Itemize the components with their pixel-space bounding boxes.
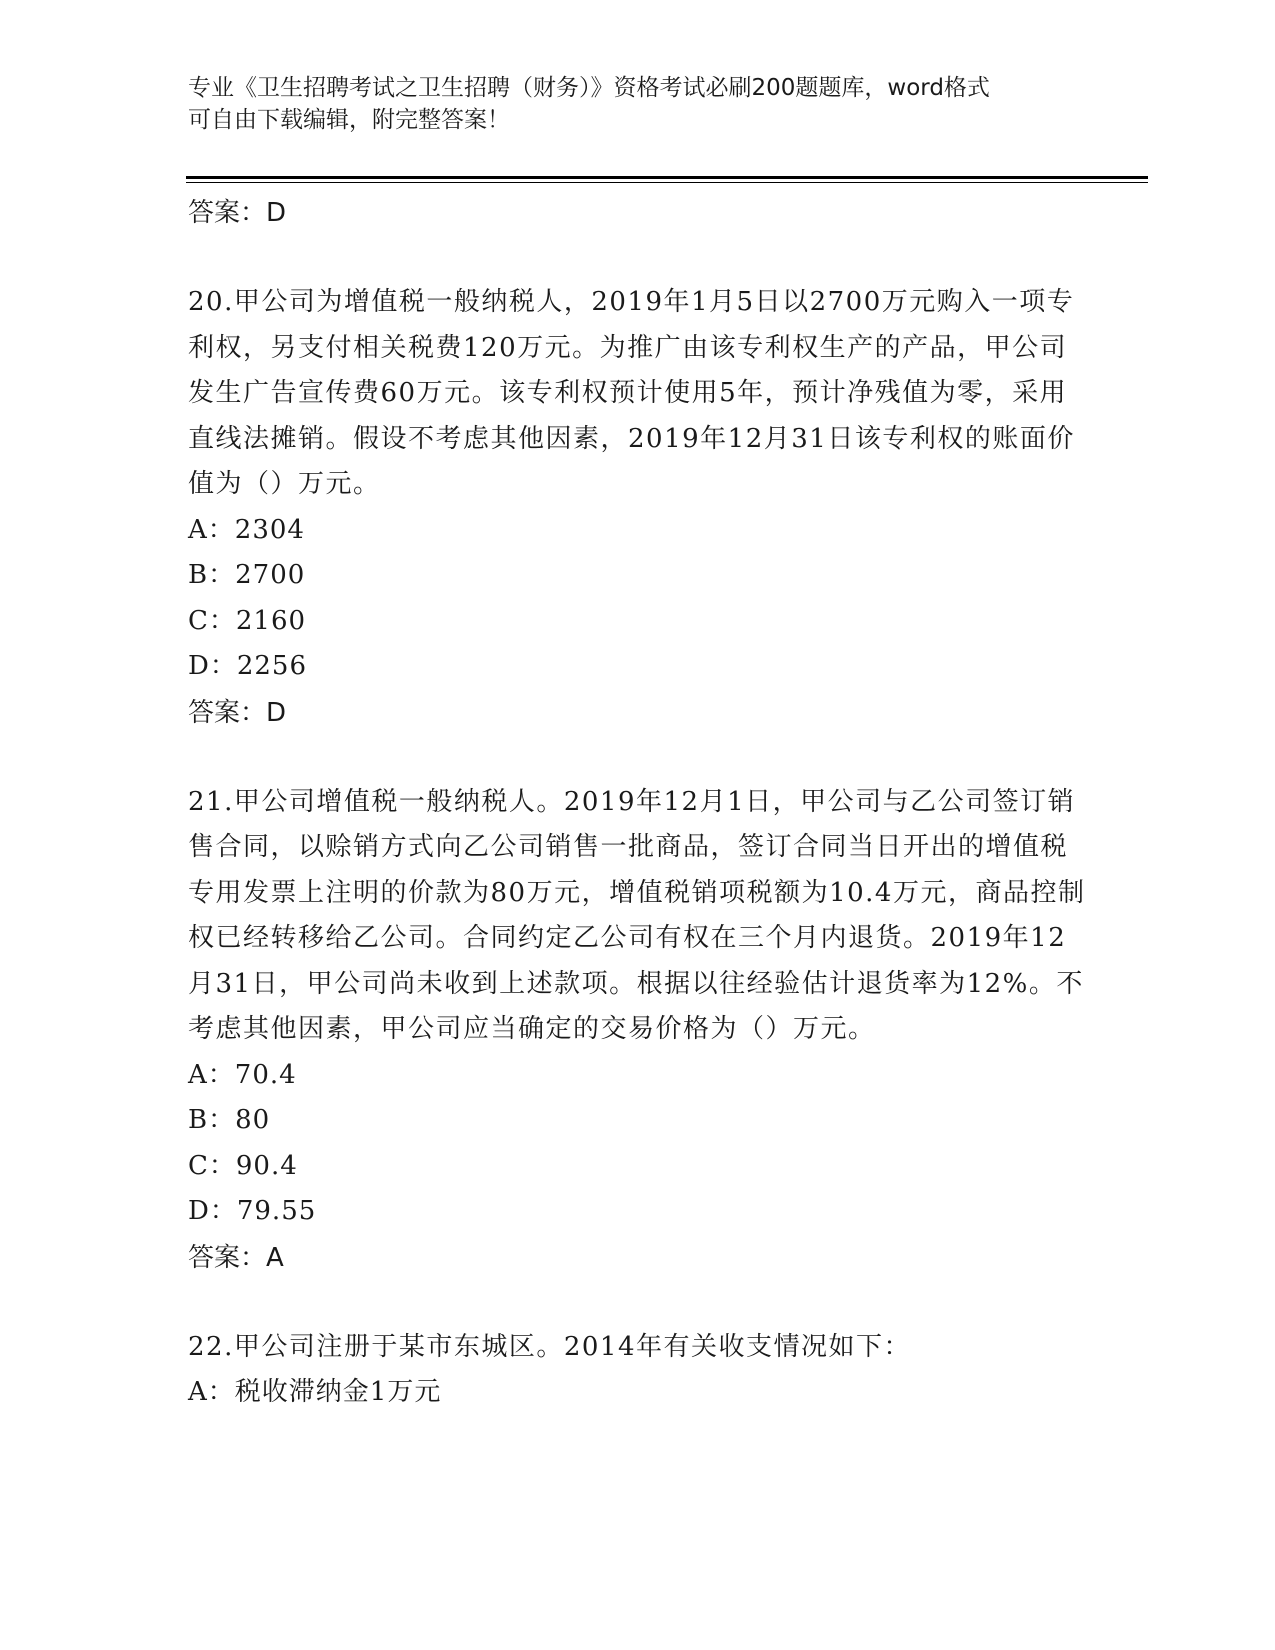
option-b: B：2700 (188, 560, 306, 590)
option-a: A：70.4 (188, 1059, 297, 1090)
answer: 答案：D (188, 697, 287, 728)
option-c: C：2160 (188, 605, 307, 636)
header-line-1: 专业《卫生招聘考试之卫生招聘（财务）》资格考试必刷200题题库，word格式 (188, 75, 990, 101)
document-header (188, 72, 1088, 136)
question-21 (188, 780, 1088, 1281)
question-20 (188, 280, 1088, 736)
option-a: A：2304 (188, 514, 305, 545)
header-divider-thick (186, 176, 1148, 179)
question-22 (188, 1325, 1088, 1416)
header-divider-thin (186, 182, 1148, 183)
previous-answer: 答案：D (188, 198, 287, 228)
question-text: 21.甲公司增值税一般纳税人。2019年12月1日，甲公司与乙公司签订销售合同，以赊销方式向乙公司销售一批商品，签订合同当日开出的增值税专用发票上注明的价款为80万元，增值税销项税额为10.4万元，商品控制权已经转移给乙公司。合同约定乙公司有权在三个月内退货。2019年12月31日，甲公司尚未收到上述款项。根据以往经验估计退货率为12%。不考虑其他因素，甲公司应当确定的交易价格为（）万元。 (188, 786, 1086, 1044)
answer: 答案：A (188, 1242, 284, 1273)
option-d: D：2256 (188, 651, 308, 681)
question-text: 20.甲公司为增值税一般纳税人，2019年1月5日以2700万元购入一项专利权，另支付相关税费120万元。为推广由该专利权生产的产品，甲公司发生广告宣传费60万元。该专利权预计使用5年，预计净残值为零，采用直线法摊销。假设不考虑其他因素，2019年12月31日该专利权的账面价值为（）万元。 (188, 287, 1075, 499)
option-d: D：79.55 (188, 1196, 317, 1226)
document-body (188, 190, 1088, 1416)
option-b: B：80 (188, 1105, 271, 1135)
option-a: A：税收滞纳金1万元 (188, 1377, 442, 1407)
option-c: C：90.4 (188, 1150, 298, 1181)
question-text: 22.甲公司注册于某市东城区。2014年有关收支情况如下： (188, 1331, 912, 1362)
header-line-2: 可自由下载编辑，附完整答案！ (188, 107, 510, 133)
